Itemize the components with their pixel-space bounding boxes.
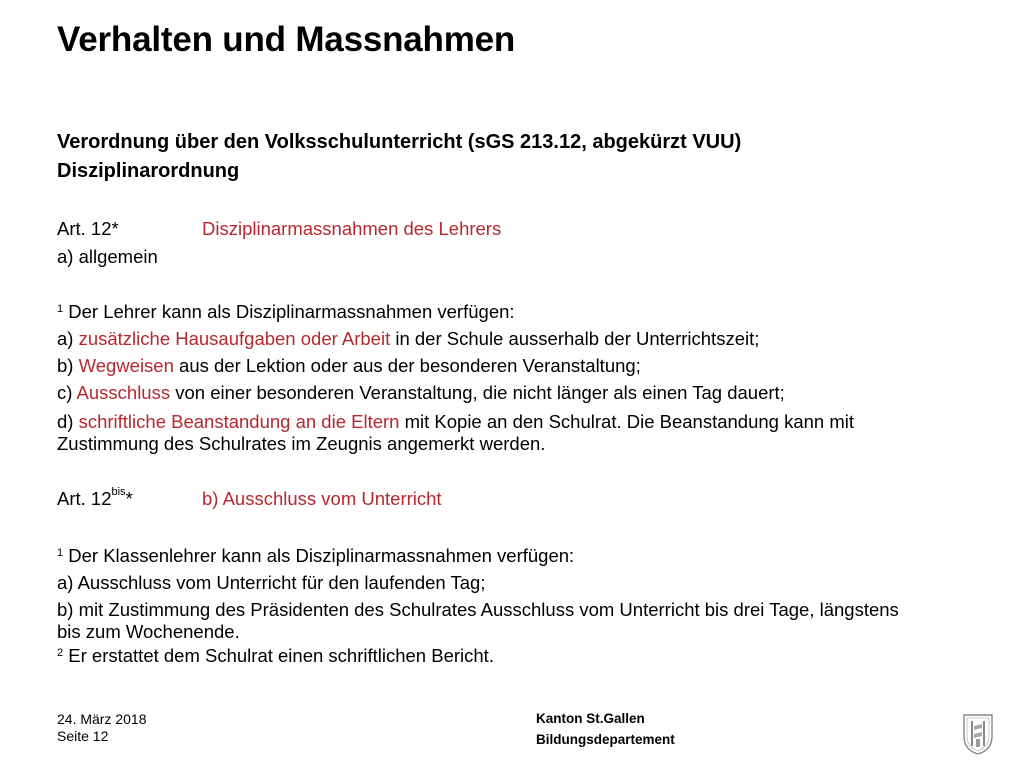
paragraph-number: 2	[57, 647, 64, 659]
art12bis-label: Art. $12^{bis}*$	[57, 486, 133, 509]
page-title: Verhalten und Massnahmen	[57, 20, 516, 59]
footer-canton: Kanton St.Gallen	[536, 711, 645, 726]
art12-intro: $^1$ Der Lehrer kann als Disziplinarmassnahmen verfügen:	[57, 301, 515, 322]
highlight: zusätzliche Hausaufgaben oder Arbeit	[78, 328, 391, 349]
art12bis-heading: b) Ausschluss vom Unterricht	[202, 488, 442, 509]
art12bis-item-b-cont: bis zum Wochenende.	[57, 621, 240, 642]
art12bis-paragraph-2: $^2$ Er erstattet dem Schulrat einen schriftlichen Bericht.	[57, 645, 494, 666]
art12-sub-label: a) allgemein	[57, 246, 158, 267]
footer-department: Bildungsdepartement	[536, 732, 675, 747]
subtitle	[57, 128, 741, 186]
highlight: Wegweisen	[78, 355, 174, 376]
footer-page-number: Seite 12	[57, 728, 109, 744]
art12-paragraph	[57, 298, 855, 454]
footer-date: 24. März 2018	[57, 711, 147, 727]
highlight: Ausschluss	[76, 382, 171, 403]
art12bis-item-b: b) mit Zustimmung des Präsidenten des Schulrates Ausschluss vom Unterricht bis drei Tage, längstens	[57, 599, 899, 620]
label-superscript: bis	[111, 486, 126, 498]
footer-organization	[536, 708, 675, 750]
art12-item-b: b) Wegweisen aus der Lektion oder aus der besonderen Veranstaltung;	[57, 355, 641, 376]
art12-item-d: d) schriftliche Beanstandung an die Eltern mit Kopie an den Schulrat. Die Beanstandung kann mit	[57, 411, 855, 432]
art12bis-paragraph	[57, 542, 899, 669]
art12-item-d-cont: Zustimmung des Schulrates im Zeugnis angemerkt werden.	[57, 433, 546, 454]
art12-item-a: a) zusätzliche Hausaufgaben oder Arbeit in der Schule ausserhalb der Unterrichtszeit;	[57, 328, 760, 349]
art12-heading: Disziplinarmassnahmen des Lehrers	[202, 218, 502, 239]
art12-label: Art. 12*	[57, 218, 119, 239]
art12bis-item-a: a) Ausschluss vom Unterricht für den laufenden Tag;	[57, 572, 486, 593]
paragraph-number: 1	[57, 547, 64, 559]
footer-meta	[57, 711, 147, 745]
art12bis-intro: $^1$ Der Klassenlehrer kann als Disziplinarmassnahmen verfügen:	[57, 545, 575, 566]
art12-item-c: c) Ausschluss von einer besonderen Veranstaltung, die nicht länger als einen Tag dauert;	[57, 382, 785, 403]
highlight: schriftliche Beanstandung an die Eltern	[78, 411, 400, 432]
subtitle-line-2: Disziplinarordnung	[57, 160, 240, 182]
canton-st-gallen-crest-icon	[960, 712, 996, 756]
paragraph-number: 1	[57, 303, 64, 315]
subtitle-line-1: Verordnung über den Volksschulunterricht (sGS 213.12, abgekürzt VUU)	[57, 131, 742, 153]
